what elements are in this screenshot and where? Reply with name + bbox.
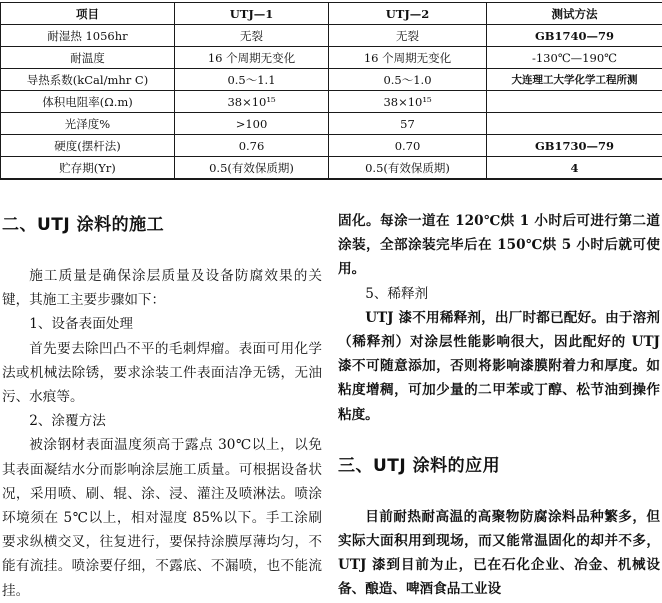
step5-title: 5、稀释剂	[338, 282, 660, 306]
table-row	[1, 135, 662, 157]
table-cell: 0.5(有效保质期)	[175, 157, 329, 180]
table-row	[1, 157, 662, 180]
table-cell: GB1730—79	[487, 135, 662, 157]
intro-paragraph: 施工质量是确保涂层质量及设备防腐效果的关键，其施工主要步骤如下：	[2, 264, 322, 312]
table-cell: 38×10¹⁵	[329, 91, 487, 113]
table-cell: 0.5(有效保质期)	[329, 157, 487, 180]
table-cell: 光泽度%	[1, 113, 175, 135]
continued-paragraph: 固化。每涂一道在 120℃烘 1 小时后可进行第二道涂装，全部涂装完毕后在 150℃烘 5 小时后就可使用。	[338, 209, 660, 282]
left-column	[2, 209, 322, 603]
table-row	[1, 25, 662, 47]
right-column	[338, 209, 660, 602]
header-test-method: 测试方法	[487, 3, 662, 25]
table-header-row	[1, 3, 662, 25]
header-utj2: UTJ—2	[329, 3, 487, 25]
table-cell	[487, 113, 662, 135]
table-cell: 0.70	[329, 135, 487, 157]
header-utj1: UTJ—1	[175, 3, 329, 25]
table-cell: 大连理工大学化学工程所测	[487, 69, 662, 91]
table-cell: 16 个周期无变化	[175, 47, 329, 69]
section-heading-construction: 二、UTJ 涂料的施工	[2, 209, 322, 241]
table-row	[1, 113, 662, 135]
table-cell: 无裂	[329, 25, 487, 47]
table-cell: -130℃—190℃	[487, 47, 662, 69]
table-cell: >100	[175, 113, 329, 135]
table-cell: 0.76	[175, 135, 329, 157]
table-cell: 贮存期(Yr)	[1, 157, 175, 180]
table-cell: 硬度(摆杆法)	[1, 135, 175, 157]
application-paragraph: 目前耐热耐高温的高聚物防腐涂料品种繁多，但实际大面积用到现场，而又能常温固化的却并不多，UTJ 漆到目前为止，已在石化企业、冶金、机械设备、酿造、啤酒食品工业设	[338, 505, 660, 602]
table-cell: 无裂	[175, 25, 329, 47]
table-cell	[487, 91, 662, 113]
table-cell: 57	[329, 113, 487, 135]
table-cell: 导热系数(kCal/mhr C)	[1, 69, 175, 91]
table-cell: GB1740—79	[487, 25, 662, 47]
table-row	[1, 69, 662, 91]
table-cell: 4	[487, 157, 662, 180]
step2-title: 2、涂覆方法	[2, 409, 322, 433]
header-item: 项目	[1, 3, 175, 25]
table-cell: 体积电阻率(Ω.m)	[1, 91, 175, 113]
step2-paragraph: 被涂钢材表面温度须高于露点 30℃以上，以免其表面凝结水分而影响涂层施工质量。可根据设备状况，采用喷、刷、辊、涂、浸、灌注及喷淋法。喷涂环境须在 5℃以上，相对湿度 85%以下。手工涂刷要求纵横交叉，往复进行，要保持涂膜厚薄均匀，不能有流挂。喷涂要仔细，不露底、不漏喷，也不能流挂。	[2, 433, 322, 602]
step5-paragraph: UTJ 漆不用稀释剂，出厂时都已配好。由于溶剂（稀释剂）对涂层性能影响很大，因此配好的 UTJ 漆不可随意添加，否则将影响漆膜附着力和厚度。如粘度增稠，可加少量的二甲苯或丁醇、松节油到操作粘度。	[338, 306, 660, 427]
table-cell: 16 个周期无变化	[329, 47, 487, 69]
spec-table	[0, 2, 662, 180]
table-cell: 耐湿热 1056hr	[1, 25, 175, 47]
table-cell: 38×10¹⁵	[175, 91, 329, 113]
table-cell: 0.5～1.1	[175, 69, 329, 91]
table-row	[1, 47, 662, 69]
table-cell: 耐温度	[1, 47, 175, 69]
step1-paragraph: 首先要去除凹凸不平的毛刺焊瘤。表面可用化学法或机械法除锈，要求涂装工件表面洁净无锈，无油污、水痕等。	[2, 337, 322, 410]
table-cell: 0.5～1.0	[329, 69, 487, 91]
table-row	[1, 91, 662, 113]
step1-title: 1、设备表面处理	[2, 312, 322, 336]
section-heading-application: 三、UTJ 涂料的应用	[338, 450, 660, 482]
